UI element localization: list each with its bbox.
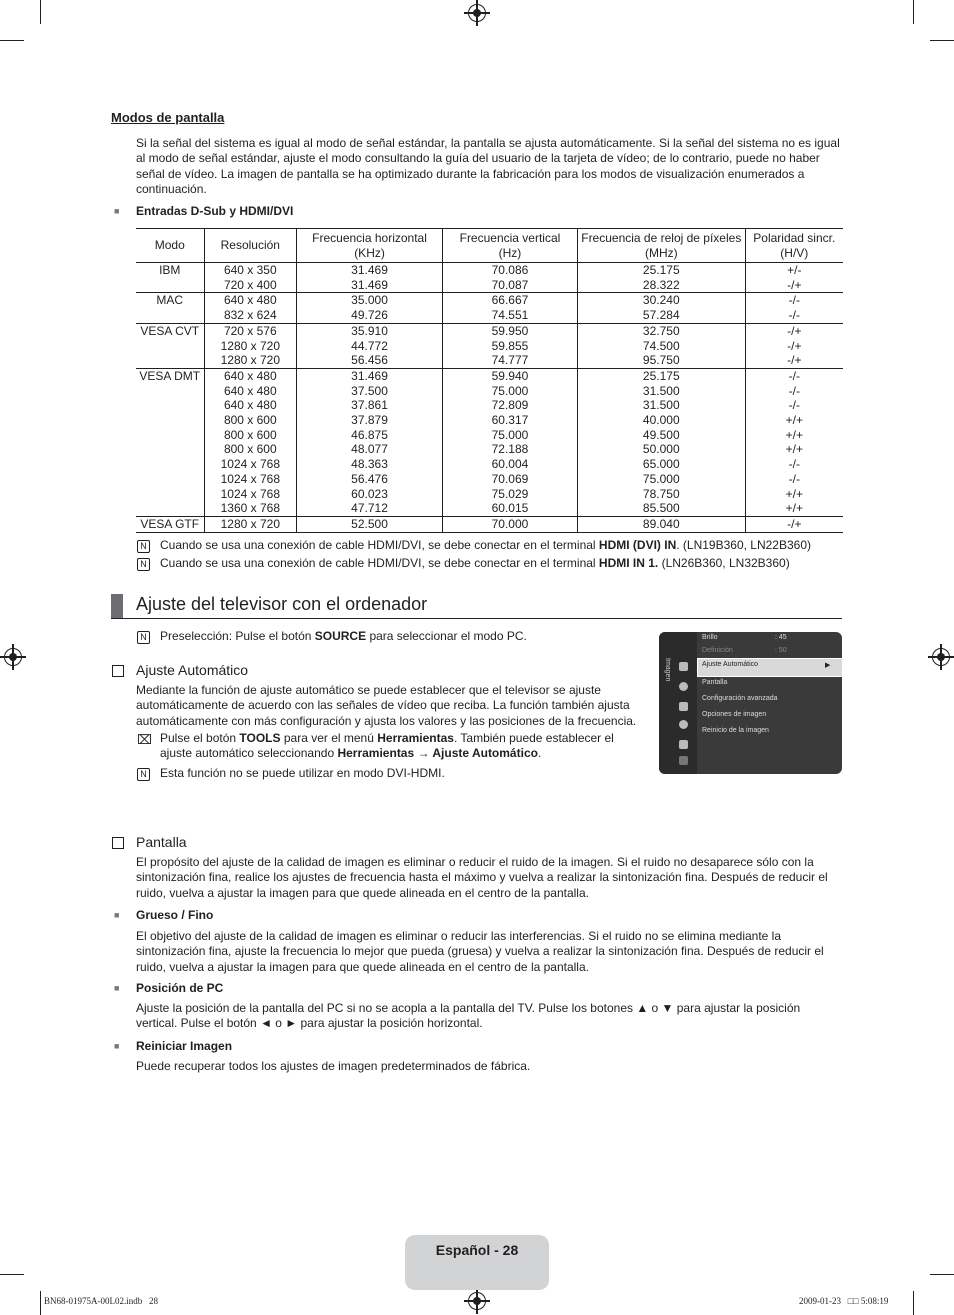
value-cell (297, 516, 443, 532)
tools-note (160, 731, 648, 762)
sound-icon (679, 682, 688, 691)
value-cell (442, 263, 577, 293)
table-value: 640 x 480 (223, 398, 277, 413)
table-value: 65.000 (642, 457, 680, 472)
table-value: 640 x 350 (223, 263, 277, 277)
preset-text-end: para seleccionar el modo PC. (366, 629, 527, 643)
mode-cell: VESA CVT (136, 323, 204, 368)
table-value: 640 x 480 (223, 383, 277, 398)
table-value: 85.500 (642, 501, 680, 516)
table-value: 1024 x 768 (220, 486, 280, 501)
note-icon: N (137, 540, 150, 553)
tools-text: Pulse el botón (160, 731, 240, 745)
table-value: 32.750 (642, 323, 680, 338)
table-value: +/- (787, 263, 802, 277)
value-cell (297, 293, 443, 323)
table-value: 57.284 (642, 308, 680, 323)
page-number: Español - 28 (435, 1242, 519, 1258)
table-value: +/+ (785, 427, 803, 442)
table-value: 800 x 600 (223, 442, 277, 457)
menu-path: Herramientas → Ajuste Automático (337, 746, 538, 761)
table-value: 95.750 (642, 353, 680, 368)
header-line: Frecuencia horizontal (312, 230, 427, 245)
table-value: 59.940 (491, 368, 529, 383)
table-value: 1280 x 720 (220, 516, 280, 531)
dvi-hdmi-note: Esta función no se puede utilizar en modo DVI-HDMI. (160, 766, 445, 780)
posicion-pc-label: Posición de PC (136, 981, 224, 995)
note-text: Cuando se usa una conexión de cable HDMI/DVI, se debe conectar en el terminal (160, 556, 599, 570)
table-row-group (136, 516, 843, 532)
table-value: 44.772 (351, 338, 388, 353)
tools-text: . También puede establecer el (453, 731, 614, 745)
bullet-square-icon: ■ (114, 983, 120, 993)
table-value: 1280 x 720 (220, 338, 280, 353)
table-value: 1024 x 768 (220, 471, 280, 486)
table-value: 640 x 480 (223, 293, 277, 308)
input-icon (679, 740, 688, 749)
header-line: (MHz) (644, 245, 678, 260)
table-value: 72.188 (491, 442, 529, 457)
note-terminal: HDMI (DVI) IN (598, 538, 677, 552)
table-value: 48.363 (351, 457, 388, 472)
table-value: 49.726 (351, 308, 388, 323)
table-value: -/- (788, 293, 800, 308)
value-cell (442, 368, 577, 516)
table-value: 56.456 (351, 353, 388, 368)
display-modes-table (136, 228, 843, 533)
table-value: 60.023 (351, 486, 388, 501)
value-cell (204, 323, 297, 368)
osd-menu-value: : 45 (775, 634, 787, 641)
table-value: 31.469 (351, 368, 388, 383)
table-header-cell (136, 229, 204, 263)
table-value: 75.000 (642, 471, 680, 486)
value-cell (297, 263, 443, 293)
table-value: 30.240 (642, 293, 680, 308)
herramientas-label: Herramientas (377, 731, 454, 745)
table-value: 50.000 (642, 442, 680, 457)
header-line: Frecuencia vertical (459, 230, 561, 245)
value-cell (204, 368, 297, 516)
note-models: (LN26B360, LN32B360) (658, 556, 790, 570)
table-value: 74.500 (642, 338, 680, 353)
table-value: 60.015 (491, 501, 529, 516)
tools-text: para ver el menú (280, 731, 378, 745)
source-button-label: SOURCE (314, 629, 367, 643)
header-line: (H/V) (780, 245, 809, 260)
table-value: 66.667 (491, 293, 529, 308)
table-value: 800 x 600 (223, 413, 277, 428)
table-value: -/+ (787, 516, 802, 531)
table-value: 640 x 480 (223, 368, 277, 383)
table-value: 59.855 (491, 338, 529, 353)
table-value: 31.500 (642, 398, 680, 413)
value-cell (204, 293, 297, 323)
checkbox-bullet-icon (112, 837, 124, 849)
note-icon: N (137, 558, 150, 571)
table-value: 78.750 (642, 486, 680, 501)
table-value: 47.712 (351, 501, 388, 516)
table-value: +/+ (785, 501, 803, 516)
ajuste-body: Mediante la función de ajuste automático se puede establecer que el televisor se ajuste automáticamente de acuerdo con las señales de vídeo que reciba. La función también ajusta automáticamente con más configuración y ajusta los valores y las posiciones de la frecuencia. (136, 683, 637, 728)
value-cell (297, 368, 443, 516)
tools-icon: ⌧ (137, 732, 152, 747)
print-date-info: 2009-01-23 □□ 5:08:19 (799, 1296, 889, 1306)
osd-menu-item: Reinicio de la imagen (702, 727, 769, 734)
table-value: 25.175 (642, 368, 680, 383)
pantalla-body: El propósito del ajuste de la calidad de imagen es eliminar o reducir el ruido de la imagen. Si el ruido no desaparece sólo con la sintonización fina, realice los ajustes de frecuencia hasta el máximo y vuelva a realizar la sintonización fina. Después de reducir el ruido, vuelva a ajustar la imagen para que quede alineada en el centro de la pantalla. (136, 855, 828, 900)
header-line: Modo (154, 238, 185, 253)
tools-text: ajuste automático seleccionando (160, 746, 338, 761)
value-cell (745, 368, 843, 516)
table-value: +/+ (785, 486, 803, 501)
table-value: 72.809 (491, 398, 529, 413)
support-icon (679, 756, 688, 765)
table-value: 40.000 (642, 413, 680, 428)
channel-icon (679, 702, 688, 711)
table-value: 49.500 (642, 427, 680, 442)
table-value: -/+ (787, 323, 802, 338)
header-line: Polaridad sincr. (753, 230, 836, 245)
table-value: 75.029 (491, 486, 529, 501)
value-cell (577, 368, 745, 516)
table-value: 70.087 (491, 277, 529, 292)
header-line: Resolución (220, 238, 280, 253)
table-row-group (136, 323, 843, 368)
table-value: 720 x 576 (223, 323, 277, 338)
table-value: 31.469 (351, 277, 388, 292)
crop-mark (930, 40, 954, 41)
value-cell (442, 516, 577, 532)
table-value: 31.469 (351, 263, 388, 277)
crop-mark (0, 40, 24, 41)
table-value: -/+ (787, 338, 802, 353)
osd-menu-item: Pantalla (702, 679, 728, 686)
table-value: 52.500 (351, 516, 388, 531)
preset-note (160, 629, 527, 644)
registration-mark-icon (468, 1292, 486, 1310)
table-value: 70.069 (491, 471, 529, 486)
table-value: -/- (788, 398, 800, 413)
crop-mark (930, 1274, 954, 1275)
value-cell (297, 323, 443, 368)
crop-mark (40, 0, 41, 24)
table-value: 28.322 (642, 277, 680, 292)
note-text: Cuando se usa una conexión de cable HDMI/DVI, se debe conectar en el terminal (160, 538, 599, 552)
section-marker (111, 594, 123, 618)
value-cell (442, 323, 577, 368)
value-cell (745, 323, 843, 368)
table-value: 74.777 (491, 353, 529, 368)
table-value: -/+ (787, 353, 802, 368)
table-value: -/- (788, 308, 800, 323)
picture-icon (679, 662, 688, 671)
table-value: 31.500 (642, 383, 680, 398)
value-cell (577, 323, 745, 368)
osd-menu-value: ▶ (825, 662, 831, 669)
osd-sidebar (659, 632, 697, 774)
mode-cell: IBM (136, 263, 204, 293)
table-value: 70.000 (491, 516, 529, 531)
osd-menu-value: : 50 (775, 647, 787, 654)
modos-bullet-label: Entradas D-Sub y HDMI/DVI (136, 204, 294, 218)
value-cell (577, 516, 745, 532)
osd-menu-item: Definición (702, 647, 733, 654)
table-value: 56.476 (351, 471, 388, 486)
value-cell (745, 293, 843, 323)
table-value: 60.004 (491, 457, 529, 472)
preset-text: Preselección: Pulse el botón (160, 629, 315, 643)
crop-mark (40, 1291, 41, 1315)
table-header-cell (442, 229, 577, 263)
table-value: +/+ (785, 442, 803, 457)
table-value: 35.910 (351, 323, 388, 338)
table-value: 1360 x 768 (220, 501, 280, 516)
table-value: 25.175 (642, 263, 680, 277)
table-row-group (136, 263, 843, 293)
value-cell (745, 516, 843, 532)
table-value: 75.000 (491, 427, 529, 442)
checkbox-bullet-icon (112, 665, 124, 677)
table-value: 46.875 (351, 427, 388, 442)
crop-mark (913, 0, 914, 24)
table-value: 70.086 (491, 263, 529, 277)
table-value: 37.861 (351, 398, 388, 413)
table-value: 75.000 (491, 383, 529, 398)
crop-mark (913, 1291, 914, 1315)
table-value: 1280 x 720 (220, 353, 280, 368)
table-header-cell (745, 229, 843, 263)
table-value: 720 x 400 (223, 277, 277, 292)
note-hdmi-in1 (160, 556, 790, 571)
note-icon: N (137, 768, 150, 781)
osd-menu-item: Ajuste Automático (702, 661, 759, 668)
registration-mark-icon (932, 648, 950, 666)
table-value: -/+ (787, 277, 802, 292)
mode-cell: VESA GTF (136, 516, 204, 532)
table-value: 60.317 (491, 413, 529, 428)
note-icon: N (137, 631, 150, 644)
grueso-fino-text: El objetivo del ajuste de la calidad de imagen es eliminar o reducir las interferencias. Si el ruido no se elimina mediante la sintonización fina, ajuste la frecuencia lo mejor que pueda (gruesa) y vuelva a realizar la sintonización fina. Después de reducir el ruido, vuelva a ajustar la imagen para que quede alineada en el centro de la pantalla. (136, 929, 824, 974)
pantalla-title: Pantalla (136, 834, 187, 850)
bullet-square-icon: ■ (114, 1041, 120, 1051)
table-row-group (136, 368, 843, 516)
header-line: (Hz) (498, 245, 522, 260)
value-cell (577, 263, 745, 293)
print-file-info: BN68-01975A-00L02.indb 28 (44, 1296, 158, 1306)
table-value: 35.000 (351, 293, 388, 308)
note-hdmi-dvi (160, 538, 811, 553)
osd-category-label: Imagen (664, 658, 671, 682)
bullet-square-icon: ■ (114, 910, 120, 920)
setup-gear-icon (679, 720, 688, 729)
value-cell (577, 293, 745, 323)
header-line: Frecuencia de reloj de píxeles (581, 230, 742, 245)
section-title: Ajuste del televisor con el ordenador (136, 594, 428, 614)
table-value: 832 x 624 (223, 308, 277, 323)
table-value: 48.077 (351, 442, 388, 457)
reiniciar-imagen-text: Puede recuperar todos los ajustes de imagen predeterminados de fábrica. (136, 1059, 531, 1073)
table-value: 1024 x 768 (220, 457, 280, 472)
crop-mark (0, 1274, 24, 1275)
value-cell (204, 263, 297, 293)
table-header-cell (297, 229, 443, 263)
osd-menu-item: Configuración avanzada (702, 695, 778, 702)
registration-mark-icon (468, 4, 486, 22)
table-value: 37.500 (351, 383, 388, 398)
mode-cell: VESA DMT (136, 368, 204, 516)
table-value: 89.040 (642, 516, 680, 531)
table-value: -/- (788, 383, 800, 398)
osd-menu-item: Brillo (702, 634, 718, 641)
table-value: +/+ (785, 413, 803, 428)
value-cell (442, 293, 577, 323)
posicion-pc-text: Ajuste la posición de la pantalla del PC si no se acopla a la pantalla del TV. Pulse los botones ▲ o ▼ para ajustar la posición vertical. Pulse el botón ◄ o ► para ajustar la posición horizontal. (136, 1001, 801, 1031)
osd-menu-item: Opciones de imagen (702, 711, 767, 718)
modos-heading: Modos de pantalla (111, 110, 225, 125)
table-value: 74.551 (491, 308, 529, 323)
tools-text: . (537, 746, 542, 761)
reiniciar-imagen-label: Reiniciar Imagen (136, 1039, 233, 1053)
table-value: 37.879 (351, 413, 388, 428)
note-models: . (LN19B360, LN22B360) (676, 538, 812, 552)
registration-mark-icon (4, 648, 22, 666)
table-header-cell (204, 229, 297, 263)
table-value: 59.950 (491, 323, 529, 338)
value-cell (745, 263, 843, 293)
header-line: (KHz) (354, 245, 385, 260)
table-value: -/- (788, 457, 800, 472)
ajuste-title: Ajuste Automático (136, 662, 249, 678)
bullet-square-icon: ■ (114, 206, 120, 216)
table-header-cell (577, 229, 745, 263)
tools-button-label: TOOLS (239, 731, 281, 745)
table-value: -/- (788, 471, 800, 486)
note-terminal: HDMI IN 1. (598, 556, 659, 570)
grueso-fino-label: Grueso / Fino (136, 908, 214, 922)
section-divider (111, 618, 842, 619)
value-cell (204, 516, 297, 532)
mode-cell: MAC (136, 293, 204, 323)
table-value: 800 x 600 (223, 427, 277, 442)
modos-intro: Si la señal del sistema es igual al modo de señal estándar, la pantalla se ajusta automáticamente. Si la señal del sistema no es igual al modo de señal estándar, ajuste el modo consultando la guía del usuario de la tarjeta de vídeo; de lo contrario, puede no haber señal de vídeo. La imagen de pantalla se ha optimizado durante la fabricación para los modos de visualización enumerados a continuación. (136, 136, 840, 196)
osd-menu-screenshot (659, 632, 842, 774)
table-value: -/- (788, 368, 800, 383)
table-row-group (136, 293, 843, 323)
